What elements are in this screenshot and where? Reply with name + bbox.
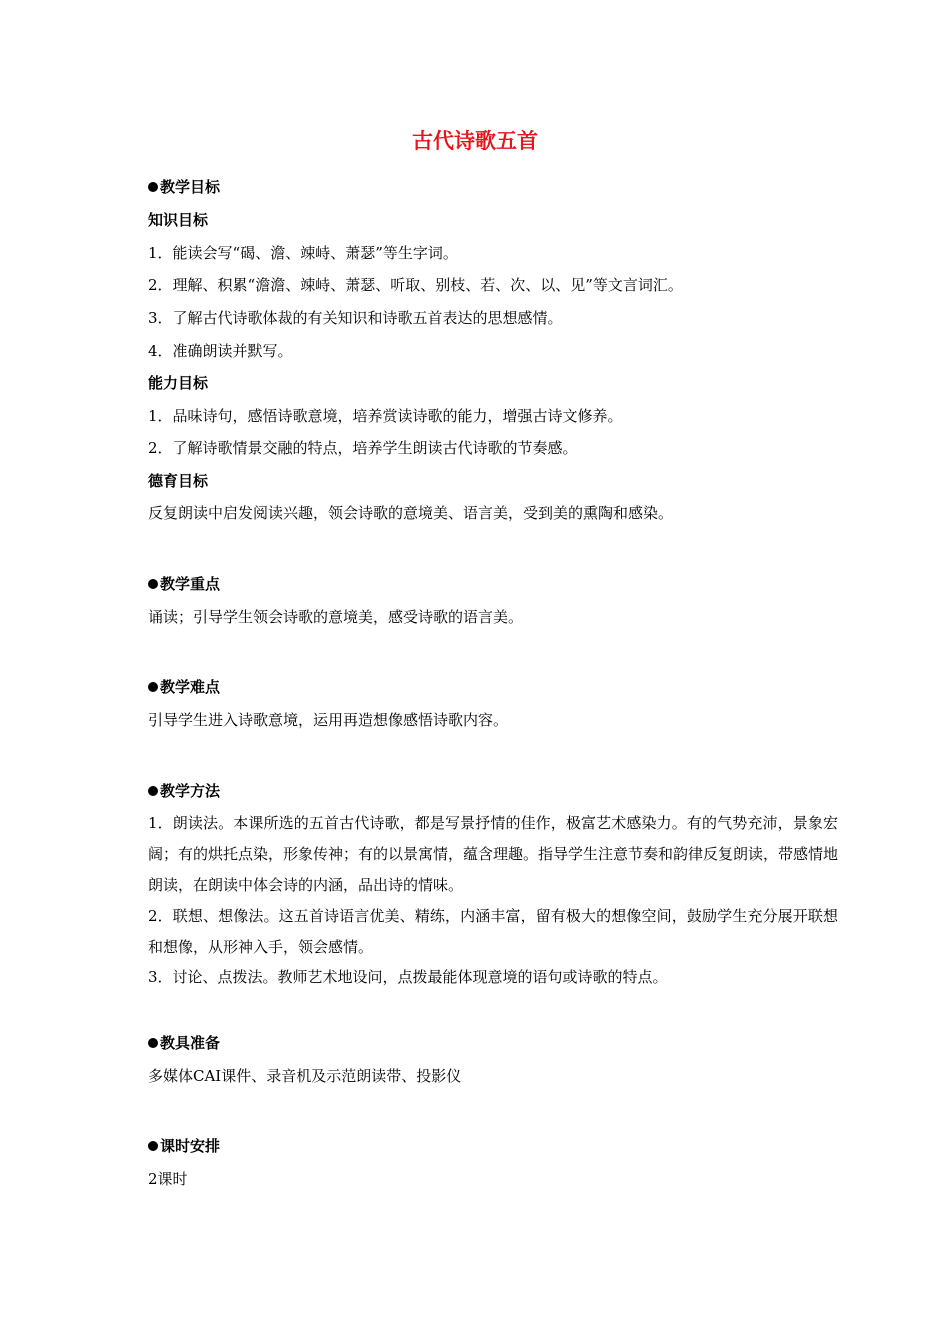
bullet-icon: [148, 682, 158, 692]
knowledge-item-1: 1．能读会写“碣、澹、竦峙、萧瑟”等生字词。: [148, 244, 458, 262]
bullet-icon: [148, 182, 158, 192]
moral-text: 反复朗读中启发阅读兴趣，领会诗歌的意境美、语言美，受到美的熏陶和感染。: [148, 504, 674, 522]
objectives-heading: 教学目标: [148, 176, 838, 198]
difficulties-heading: 教学难点: [148, 676, 838, 698]
method-item-2: 2．联想、想像法。这五首诗语言优美、精练，内涵丰富，留有极大的想像空间，鼓励学生充分展开联想和想像，从形神入手，领会感情。: [148, 907, 838, 956]
tools-text: 多媒体CAI课件、录音机及示范朗读带、投影仪: [148, 1067, 462, 1085]
key-points-text: 诵读；引导学生领会诗歌的意境美，感受诗歌的语言美。: [148, 608, 524, 626]
bullet-icon: [148, 1038, 158, 1048]
bullet-icon: [148, 579, 158, 589]
moral-heading: 德育目标: [148, 472, 209, 490]
tools-heading: 教具准备: [148, 1032, 838, 1054]
key-points-heading: 教学重点: [148, 573, 838, 595]
ability-item-1: 1．品味诗句，感悟诗歌意境，培养赏读诗歌的能力，增强古诗文修养。: [148, 407, 623, 425]
ability-item-2: 2．了解诗歌情景交融的特点，培养学生朗读古代诗歌的节奏感。: [148, 439, 578, 457]
ability-heading: 能力目标: [148, 374, 209, 392]
page-title: 古代诗歌五首: [412, 129, 538, 153]
methods-heading: 教学方法: [148, 780, 838, 802]
schedule-text: 2课时: [148, 1170, 188, 1188]
method-item-3: 3．讨论、点拨法。教师艺术地设问，点拨最能体现意境的语句或诗歌的特点。: [148, 968, 668, 986]
method-item-1: 1．朗读法。本课所选的五首古代诗歌，都是写景抒情的佳作，极富艺术感染力。有的气势充沛，景象宏阔；有的烘托点染，形象传神；有的以景寓情，蕴含理趣。指导学生注意节奏和韵律反复朗读，带感情地朗读，在朗读中体会诗的内涵，品出诗的情味。: [148, 814, 839, 894]
knowledge-item-2: 2．理解、积累“澹澹、竦峙、萧瑟、听取、别枝、若、次、以、见”等文言词汇。: [148, 276, 683, 294]
schedule-heading: 课时安排: [148, 1135, 838, 1157]
knowledge-heading: 知识目标: [148, 211, 209, 229]
knowledge-item-4: 4．准确朗读并默写。: [148, 342, 293, 360]
bullet-icon: [148, 1141, 158, 1151]
difficulties-text: 引导学生进入诗歌意境，运用再造想像感悟诗歌内容。: [148, 711, 509, 729]
bullet-icon: [148, 786, 158, 796]
knowledge-item-3: 3．了解古代诗歌体裁的有关知识和诗歌五首表达的思想感情。: [148, 309, 563, 327]
